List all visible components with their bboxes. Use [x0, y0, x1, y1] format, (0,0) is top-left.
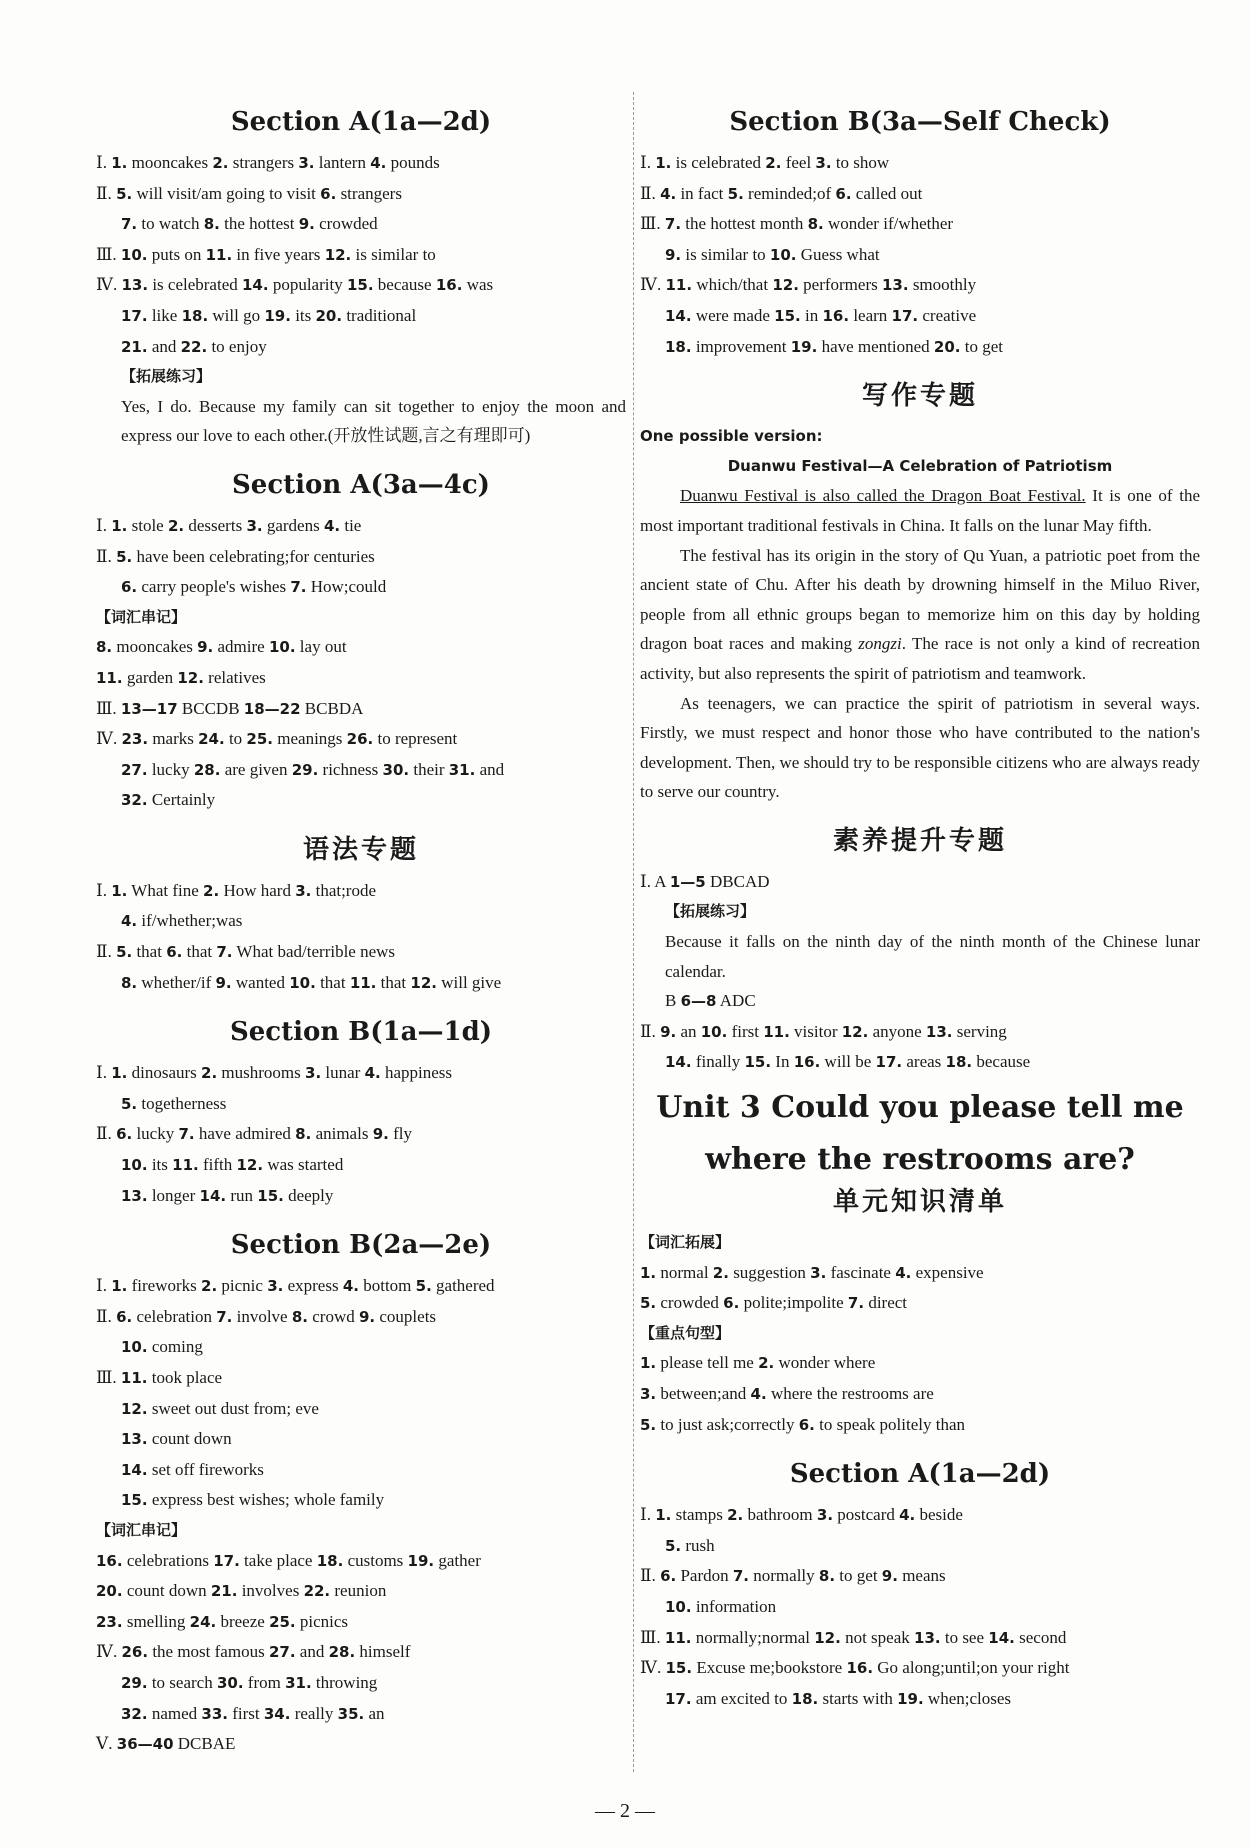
answer-line: 14. were made 15. in 16. learn 17. creative: [665, 305, 977, 325]
answer-line: 6. carry people's wishes 7. How;could: [121, 577, 387, 597]
answer-line: 13. count down: [121, 1429, 232, 1449]
answer-line: 14. finally 15. In 16. will be 17. areas 18. because: [665, 1052, 1031, 1072]
unit-title-line2: where the restrooms are?: [705, 1142, 1135, 1178]
essay-paragraph: [640, 541, 1200, 689]
answer-line: Ⅳ. 26. the most famous 27. and 28. himself: [96, 1642, 411, 1662]
page-number: — 2 —: [595, 1800, 655, 1822]
essay-text: It is one of the most important traditional festivals in China. It falls on the lunar May fifth.: [640, 486, 1200, 535]
answer-line: Ⅲ. 10. puts on 11. in five years 12. is similar to: [96, 244, 436, 264]
answer-line: Ⅳ. 11. which/that 12. performers 13. smoothly: [640, 275, 977, 295]
answer-line: 23. smelling 24. breeze 25. picnics: [96, 1611, 349, 1631]
answer-line: 3. between;and 4. where the restrooms are: [640, 1384, 934, 1403]
answer-line: 17. am excited to 18. starts with 19. when;closes: [665, 1688, 1012, 1708]
essay: [640, 481, 1200, 807]
subsection-tag: 【词汇串记】: [96, 607, 187, 626]
subsection-tag: 【词汇拓展】: [640, 1233, 731, 1252]
answer-line: 32. Certainly: [121, 790, 216, 810]
version-label: One possible version:: [640, 427, 823, 446]
answer-line: 5. rush: [665, 1535, 715, 1555]
answer-line: Ⅲ. 11. took place: [96, 1368, 223, 1387]
answer-line: 8. whether/if 9. wanted 10. that 11. that 12. will give: [121, 972, 502, 992]
answer-paragraph: Yes, I do. Because my family can sit together to enjoy the moon and express our love to each other.(开放性试题,言之有理即可): [121, 396, 626, 446]
answer-line: B 6—8 ADC: [665, 991, 756, 1011]
answer-paragraph: Because it falls on the ninth day of the ninth month of the Chinese lunar calendar.: [665, 932, 1200, 981]
answer-line: Ⅰ. 1. mooncakes 2. strangers 3. lantern 4. pounds: [96, 153, 440, 172]
answer-line: 5. togetherness: [121, 1093, 227, 1113]
answer-line: 32. named 33. first 34. really 35. an: [121, 1703, 385, 1723]
answer-line: Ⅱ. 5. have been celebrating;for centuries: [96, 546, 375, 566]
subsection-tag: 【拓展练习】: [121, 367, 212, 386]
section-title: 语法专题: [302, 834, 419, 865]
answer-line: 29. to search 30. from 31. throwing: [121, 1672, 378, 1692]
essay-italic-word: zongzi: [858, 634, 902, 654]
answer-line: Ⅰ. 1. is celebrated 2. feel 3. to show: [640, 153, 890, 172]
answer-line: 12. sweet out dust from; eve: [121, 1398, 319, 1418]
answer-line: Ⅱ. 5. that 6. that 7. What bad/terrible news: [96, 942, 396, 962]
answer-line: 10. coming: [121, 1337, 203, 1357]
section-title: Section A(3a—4c): [232, 469, 490, 500]
answer-line: Ⅲ. 11. normally;normal 12. not speak 13. to see 14. second: [640, 1627, 1067, 1647]
answer-line: Ⅳ. 15. Excuse me;bookstore 16. Go along;until;on your right: [640, 1658, 1070, 1678]
answer-line: Ⅰ. 1. fireworks 2. picnic 3. express 4. bottom 5. gathered: [96, 1276, 495, 1296]
answer-line: Ⅰ. A 1—5 DBCAD: [640, 871, 770, 891]
section-title: Section A(1a—2d): [789, 1459, 1051, 1490]
answer-line: 1. please tell me 2. wonder where: [640, 1353, 876, 1373]
essay-topic-sentence: Duanwu Festival is also called the Dragon Boat Festival.: [680, 486, 1086, 506]
answer-line: 10. its 11. fifth 12. was started: [121, 1155, 344, 1175]
answer-line: 18. improvement 19. have mentioned 20. to get: [665, 336, 1003, 356]
unit-title-line1: Unit 3 Could you please tell me: [656, 1090, 1184, 1126]
answer-line: 11. garden 12. relatives: [96, 667, 266, 687]
answer-line: Ⅱ. 6. lucky 7. have admired 8. animals 9. fly: [96, 1124, 412, 1144]
answer-line: Ⅱ. 5. will visit/am going to visit 6. strangers: [96, 183, 402, 203]
section-title: Section A(1a—2d): [230, 107, 492, 137]
answer-line: Ⅰ. 1. dinosaurs 2. mushrooms 3. lunar 4. happiness: [96, 1063, 453, 1083]
answer-line: 27. lucky 28. are given 29. richness 30. their 31. and: [121, 759, 505, 779]
answer-line: 13. longer 14. run 15. deeply: [121, 1185, 334, 1205]
answer-line: 8. mooncakes 9. admire 10. lay out: [96, 637, 347, 657]
answer-line: 5. crowded 6. polite;impolite 7. direct: [640, 1293, 908, 1313]
answer-line: 7. to watch 8. the hottest 9. crowded: [121, 214, 378, 234]
answer-line: 17. like 18. will go 19. its 20. traditional: [121, 305, 417, 325]
answer-line: Ⅱ. 4. in fact 5. reminded;of 6. called out: [640, 183, 923, 203]
subsection-tag: 【词汇串记】: [96, 1520, 187, 1539]
answer-line: 5. to just ask;correctly 6. to speak politely than: [640, 1414, 965, 1434]
section-title: Section B(2a—2e): [230, 1230, 492, 1261]
answer-line: Ⅳ. 23. marks 24. to 25. meanings 26. to represent: [96, 729, 458, 749]
section-title: 写作专题: [861, 381, 978, 412]
answer-line: 14. set off fireworks: [121, 1459, 264, 1479]
left-column: [96, 88, 626, 1760]
answer-line: Ⅱ. 6. Pardon 7. normally 8. to get 9. means: [640, 1566, 946, 1586]
subsection-tag: 【拓展练习】: [665, 902, 756, 921]
answer-line: 16. celebrations 17. take place 18. customs 19. gather: [96, 1550, 481, 1570]
unit-subtitle: 单元知识清单: [832, 1187, 1007, 1218]
essay-text: The festival has its origin in the story of Qu Yuan, a patriotic poet from the ancient state of Chu. After his death by drowning himself in the Miluo River, people from all ethnic groups began to memorize him on this day by holding dragon boat races and making: [640, 545, 1200, 654]
section-title: 素养提升专题: [832, 825, 1007, 856]
answer-line: Ⅰ. 1. What fine 2. How hard 3. that;rode: [96, 880, 377, 900]
answer-line: 10. information: [665, 1596, 777, 1616]
answer-line: Ⅰ. 1. stole 2. desserts 3. gardens 4. tie: [96, 515, 362, 535]
answer-line: Ⅲ. 13—17 BCCDB 18—22 BCBDA: [96, 698, 364, 718]
answer-line: Ⅱ. 6. celebration 7. involve 8. crowd 9. couplets: [96, 1306, 437, 1326]
answer-line: Ⅰ. 1. stamps 2. bathroom 3. postcard 4. beside: [640, 1505, 963, 1525]
essay-text: . The race is not only a kind of recreation activity, but also represents the spirit of patriotism and teamwork.: [640, 634, 1200, 683]
answer-line: Ⅳ. 13. is celebrated 14. popularity 15. because 16. was: [96, 275, 494, 295]
answer-line: Ⅴ. 36—40 DCBAE: [96, 1734, 236, 1754]
answer-line: 21. and 22. to enjoy: [121, 336, 267, 356]
answer-line: Ⅱ. 9. an 10. first 11. visitor 12. anyone 13. serving: [640, 1021, 1007, 1041]
answer-line: Ⅲ. 7. the hottest month 8. wonder if/whether: [640, 214, 954, 234]
answer-line: 15. express best wishes; whole family: [121, 1490, 385, 1510]
answer-line: 1. normal 2. suggestion 3. fascinate 4. expensive: [640, 1262, 984, 1282]
answer-line: 9. is similar to 10. Guess what: [665, 244, 880, 264]
answer-line: 20. count down 21. involves 22. reunion: [96, 1581, 387, 1601]
essay-paragraph: [640, 481, 1200, 540]
right-column: [640, 88, 1200, 1714]
answer-line: 4. if/whether;was: [121, 911, 243, 931]
essay-paragraph: As teenagers, we can practice the spirit of patriotism in several ways. Firstly, we must respect and honor those who have contributed to the nation's development. Then, we should try to be responsible citizens who are always ready to serve our country.: [640, 693, 1200, 802]
column-divider: [633, 92, 634, 1772]
section-title: Section B(1a—1d): [229, 1017, 493, 1048]
subsection-tag: 【重点句型】: [640, 1323, 731, 1342]
essay-title: Duanwu Festival—A Celebration of Patriotism: [727, 456, 1113, 475]
section-title: Section B(3a—Self Check): [729, 107, 1111, 137]
